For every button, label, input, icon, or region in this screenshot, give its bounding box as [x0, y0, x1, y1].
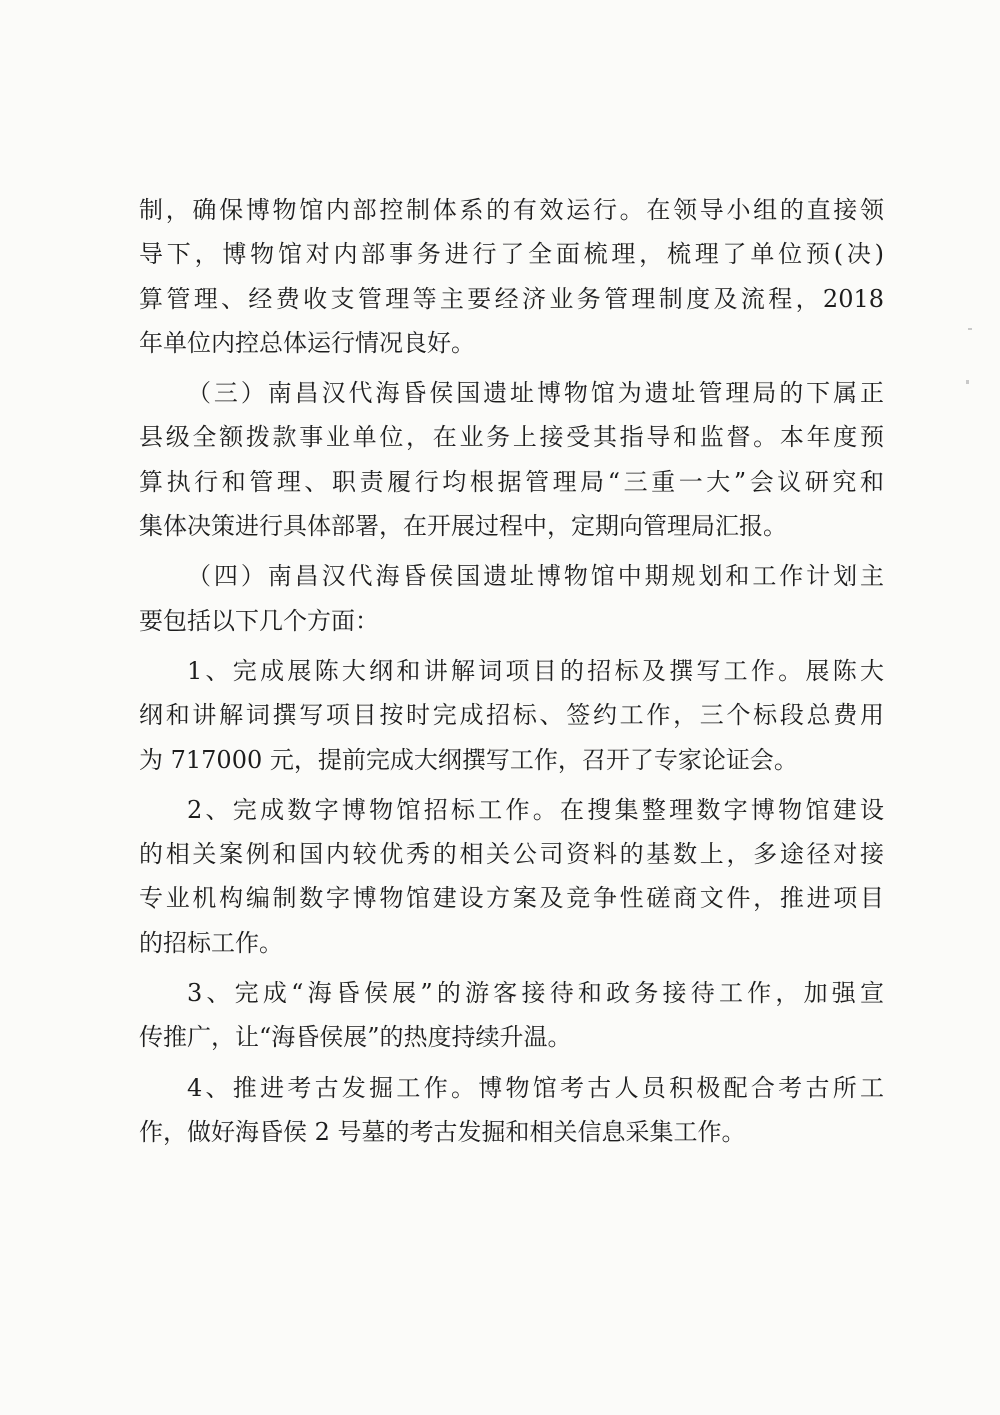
- text-line: 县级全额拨款事业单位，在业务上接受其指导和监督。本年度预: [139, 423, 884, 452]
- text-line: 算管理、经费收支管理等主要经济业务管理制度及流程，2018: [139, 284, 884, 313]
- paragraph: [139, 1066, 884, 1155]
- text-line: 2、完成数字博物馆招标工作。在搜集整理数字博物馆建设: [187, 795, 884, 824]
- text-line: 要包括以下几个方面：: [139, 606, 379, 635]
- text-line: 纲和讲解词撰写项目按时完成招标、签约工作，三个标段总费用: [139, 701, 884, 730]
- text-line: 年单位内控总体运行情况良好。: [139, 328, 475, 357]
- text-line: 作，做好海昏侯 2 号墓的考古发掘和相关信息采集工作。: [139, 1117, 746, 1146]
- text-line: 集体决策进行具体部署，在开展过程中，定期向管理局汇报。: [139, 512, 787, 541]
- paragraph: [139, 554, 884, 643]
- scan-mark: [966, 380, 969, 384]
- text-line: 专业机构编制数字博物馆建设方案及竞争性磋商文件，推进项目: [139, 884, 884, 913]
- paragraph: [139, 649, 884, 782]
- text-line: 1、完成展陈大纲和讲解词项目的招标及撰写工作。展陈大: [187, 656, 884, 685]
- text-line: （四）南昌汉代海昏侯国遗址博物馆中期规划和工作计划主: [187, 562, 884, 591]
- text-line: 算执行和管理、职责履行均根据管理局“三重一大”会议研究和: [139, 467, 884, 496]
- text-line: 的相关案例和国内较优秀的相关公司资料的基数上，多途径对接: [139, 840, 884, 869]
- text-line: 导下，博物馆对内部事务进行了全面梳理，梳理了单位预(决): [139, 240, 884, 269]
- paragraph: [139, 188, 884, 365]
- paragraph: [139, 371, 884, 548]
- document-body: [139, 188, 884, 1154]
- text-line: 传推广，让“海昏侯展”的热度持续升温。: [139, 1023, 572, 1052]
- text-line: 3、完成“海昏侯展”的游客接待和政务接待工作，加强宣: [187, 979, 884, 1008]
- text-line: 制，确保博物馆内部控制体系的有效运行。在领导小组的直接领: [139, 196, 884, 224]
- paragraph: [139, 788, 884, 965]
- text-line: 4、推进考古发掘工作。博物馆考古人员积极配合考古所工: [187, 1073, 884, 1102]
- text-line: 的招标工作。: [139, 928, 283, 957]
- scan-mark: [968, 328, 972, 330]
- paragraph: [139, 971, 884, 1060]
- text-line: （三）南昌汉代海昏侯国遗址博物馆为遗址管理局的下属正: [187, 379, 884, 408]
- text-line: 为 717000 元，提前完成大纲撰写工作，召开了专家论证会。: [139, 745, 798, 774]
